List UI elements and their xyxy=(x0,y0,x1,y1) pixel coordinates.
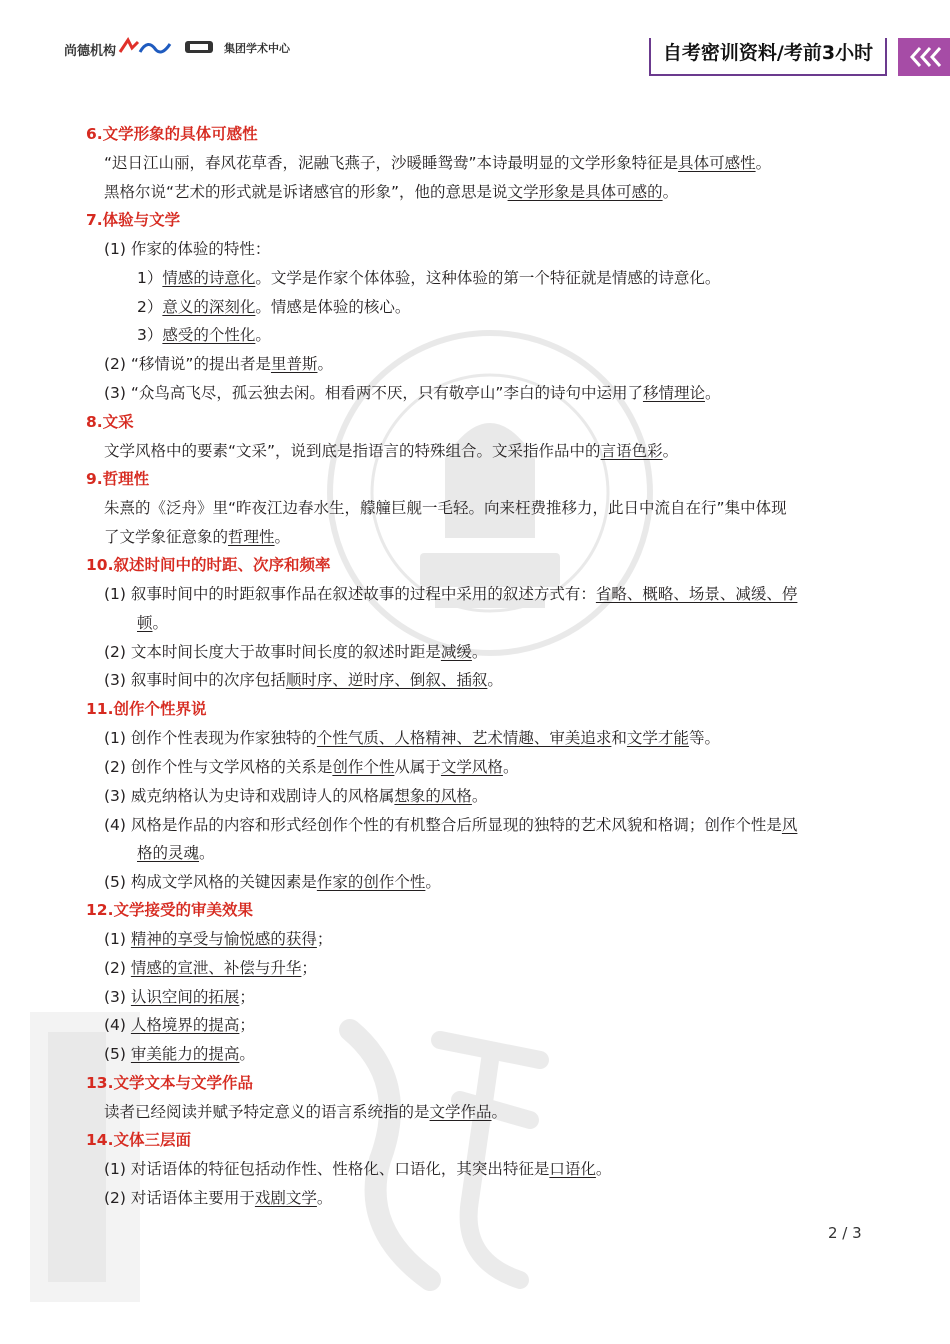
text: 2） xyxy=(137,298,163,316)
section-title: 11.创作个性界说 xyxy=(86,700,207,718)
text: 。 xyxy=(755,154,772,172)
answer-text: 顿 xyxy=(137,614,153,632)
list-item xyxy=(104,582,797,604)
text: 。 xyxy=(595,1160,612,1178)
text: 黑格尔说“艺术的形式就是诉诸感官的形象”，他的意思是说 xyxy=(104,183,508,201)
text: 。 xyxy=(316,1189,333,1207)
text: 3） xyxy=(137,326,163,344)
list-item xyxy=(104,1042,255,1064)
text: 。 xyxy=(487,671,503,689)
list-item xyxy=(104,1013,255,1035)
answer-text: 格的灵魂 xyxy=(137,844,200,862)
answer-text: 文学形象是具体可感的 xyxy=(507,183,663,201)
answer-text: 文学才能 xyxy=(626,729,689,747)
text: (1) xyxy=(104,930,131,948)
answer-text: 作家的创作个性 xyxy=(316,873,426,891)
answer-text: 里普斯 xyxy=(270,355,318,373)
list-item xyxy=(137,266,720,288)
list-item xyxy=(104,956,317,978)
answer-text: 审美能力的提高 xyxy=(130,1045,240,1063)
list-item-continuation xyxy=(137,611,168,633)
section-title: 10.叙述时间中的时距、次序和频率 xyxy=(86,556,331,574)
list-item xyxy=(104,927,332,949)
doc-title: 自考密训资料/考前3小时 xyxy=(649,38,887,76)
section-title: 12.文学接受的审美效果 xyxy=(86,901,253,919)
answer-text: 想象的风格 xyxy=(394,787,472,805)
list-item-continuation xyxy=(137,841,215,863)
list-item xyxy=(137,323,271,345)
list-item xyxy=(104,755,518,777)
answer-text: 口语化 xyxy=(549,1160,596,1178)
list-item xyxy=(104,1157,611,1179)
answer-text: 情感的诗意化 xyxy=(162,269,256,287)
paragraph xyxy=(104,180,678,202)
text: (2) xyxy=(104,959,131,977)
paragraph xyxy=(104,525,290,547)
list-item xyxy=(104,726,720,748)
section-title: 6.文学形象的具体可感性 xyxy=(86,125,258,143)
answer-text: 移情理论 xyxy=(642,384,705,402)
list-item xyxy=(104,813,797,835)
paragraph: 朱熹的《泛舟》里“昨夜江边春水生，艨艟巨舰一毛轻。向来枉费推移力，此日中流自在行”集中体现 xyxy=(104,499,787,517)
text: (1) 对话语体的特征包括动作性、性格化、口语化，其突出特征是 xyxy=(104,1160,550,1178)
answer-text: 哲理性 xyxy=(228,528,275,546)
text: ； xyxy=(316,930,333,948)
text: (3) “众鸟高飞尽，孤云独去闲。相看两不厌，只有敬亭山”李白的诗句中运用了 xyxy=(104,384,643,402)
text: (1) 创作个性表现为作家独特的 xyxy=(104,729,317,747)
text: 。 xyxy=(491,1103,508,1121)
emblem-watermark-icon xyxy=(325,328,655,658)
text: 等。 xyxy=(688,729,720,747)
list-item xyxy=(104,352,333,374)
answer-text: 感受的个性化 xyxy=(162,326,256,344)
chevron-left-icon xyxy=(908,46,944,68)
list-item xyxy=(104,668,503,690)
answer-text: 个性气质、人格精神、艺术情趣、审美追求 xyxy=(316,729,612,747)
academic-center-logo-text: 集团学术中心 xyxy=(224,42,290,55)
text: (2) “移情说”的提出者是 xyxy=(104,355,271,373)
chevron-tab xyxy=(898,38,950,76)
text: 。 xyxy=(425,873,441,891)
text: (5) 构成文学风格的关键因素是 xyxy=(104,873,317,891)
list-item xyxy=(104,985,255,1007)
text: 读者已经阅读并赋予特定意义的语言系统指的是 xyxy=(104,1103,430,1121)
text: (2) 创作个性与文学风格的关系是 xyxy=(104,758,333,776)
paragraph xyxy=(104,151,771,173)
text: 。 xyxy=(662,183,679,201)
brush-character-watermark-icon xyxy=(290,1000,590,1300)
text: (5) xyxy=(104,1045,131,1063)
answer-text: 人格境界的提高 xyxy=(130,1016,240,1034)
answer-text: 减缓 xyxy=(440,643,472,661)
text: “迟日江山丽，春风花草香，泥融飞燕子，沙暖睡鸳鸯”本诗最明显的文学形象特征是 xyxy=(104,154,679,172)
answer-text: 省略、概略、场景、减缓、停 xyxy=(595,585,798,603)
text: 。 xyxy=(502,758,519,776)
text: (4) xyxy=(104,1016,131,1034)
list-item xyxy=(104,784,487,806)
text: 。 xyxy=(704,384,721,402)
page-header xyxy=(0,0,950,90)
answer-text: 意义的深刻化 xyxy=(162,298,256,316)
org-logo-text: 尚德机构 xyxy=(64,44,117,59)
section-title: 7.体验与文学 xyxy=(86,211,181,229)
paragraph xyxy=(104,439,678,461)
text: 。文学是作家个体体验，这种体验的第一个特征就是情感的诗意化。 xyxy=(255,269,721,287)
list-item xyxy=(104,870,441,892)
section-title: 9.哲理性 xyxy=(86,470,150,488)
text: 。 xyxy=(662,442,679,460)
brand-logo-icon xyxy=(118,36,172,58)
text: ； xyxy=(239,988,255,1006)
list-item xyxy=(137,295,410,317)
text: 了文学象征意象的 xyxy=(104,528,229,546)
page-number: 2 / 3 xyxy=(828,1224,862,1242)
section-title: 8.文采 xyxy=(86,413,134,431)
answer-text: 文学作品 xyxy=(429,1103,492,1121)
text: 。 xyxy=(274,528,291,546)
text: ； xyxy=(239,1016,255,1034)
text: (3) xyxy=(104,988,131,1006)
text: 。 xyxy=(471,643,488,661)
text: (3) 威克纳格认为史诗和戏剧诗人的风格属 xyxy=(104,787,395,805)
paragraph xyxy=(104,1100,507,1122)
list-item xyxy=(104,640,487,662)
text: 。 xyxy=(199,844,215,862)
text: ； xyxy=(301,959,317,977)
section-title: 14.文体三层面 xyxy=(86,1131,191,1149)
answer-text: 创作个性 xyxy=(332,758,395,776)
list-item xyxy=(104,381,720,403)
answer-text: 言语色彩 xyxy=(600,442,663,460)
answer-text: 具体可感性 xyxy=(678,154,756,172)
answer-text: 文学风格 xyxy=(440,758,503,776)
section-title: 13.文学文本与文学作品 xyxy=(86,1074,253,1092)
list-item xyxy=(104,1186,332,1208)
answer-text: 认识空间的拓展 xyxy=(130,988,240,1006)
text: 。 xyxy=(239,1045,255,1063)
text: 。情感是体验的核心。 xyxy=(255,298,411,316)
answer-text: 顺时序、逆时序、倒叙、插叙 xyxy=(285,671,488,689)
text: 从属于 xyxy=(394,758,441,776)
answer-text: 情感的宣泄、补偿与升华 xyxy=(130,959,302,977)
seal-logo-icon xyxy=(184,38,214,56)
answer-text: 精神的享受与愉悦感的获得 xyxy=(130,930,317,948)
text: (3) 叙事时间中的次序包括 xyxy=(104,671,286,689)
text: 1） xyxy=(137,269,163,287)
text: 文学风格中的要素“文采”，说到底是指语言的特殊组合。文采指作品中的 xyxy=(104,442,601,460)
text: 。 xyxy=(317,355,333,373)
answer-text: 戏剧文学 xyxy=(254,1189,317,1207)
text: (2) 对话语体主要用于 xyxy=(104,1189,255,1207)
text: (4) 风格是作品的内容和形式经创作个性的有机整合后所显现的独特的艺术风貌和格调；创作个性是 xyxy=(104,816,782,834)
text: 。 xyxy=(255,326,271,344)
text: 。 xyxy=(471,787,488,805)
list-item: (1) 作家的体验的特性： xyxy=(104,240,271,258)
text: (2) 文本时间长度大于故事时间长度的叙述时距是 xyxy=(104,643,441,661)
text: (1) 叙事时间中的时距叙事作品在叙述故事的过程中采用的叙述方式有： xyxy=(104,585,596,603)
text: 和 xyxy=(611,729,627,747)
text: 。 xyxy=(152,614,169,632)
answer-text: 风 xyxy=(781,816,798,834)
